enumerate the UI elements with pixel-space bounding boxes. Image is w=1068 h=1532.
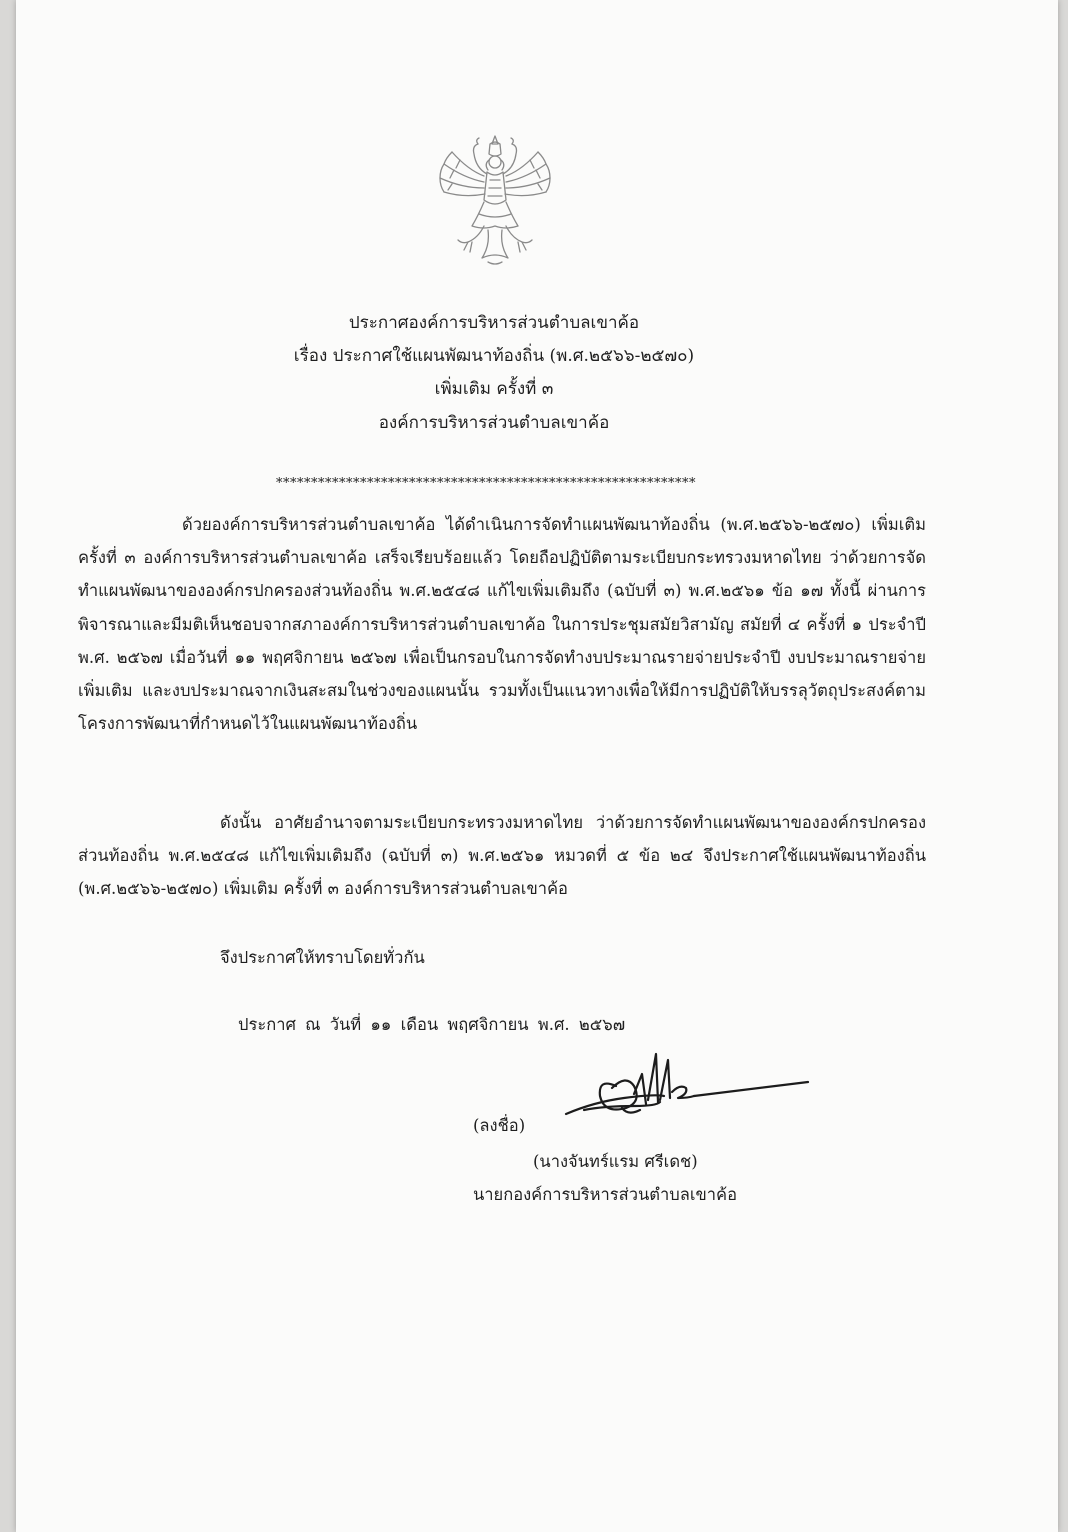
separator-line: ************************************************************ — [276, 476, 696, 491]
signatory-title: นายกองค์การบริหารส่วนตำบลเขาค้อ — [473, 1185, 737, 1204]
handwritten-signature — [564, 1048, 814, 1128]
header-subject: เรื่อง ประกาศใช้แผนพัฒนาท้องถิ่น (พ.ศ.๒๕๖๖-๒๕๗๐) — [293, 346, 695, 366]
header-line-1: ประกาศองค์การบริหารส่วนตำบลเขาค้อ — [348, 313, 640, 333]
signatory-name: (นางจันทร์แรม ศรีเดช) — [533, 1152, 698, 1171]
closing-statement: จึงประกาศให้ทราบโดยทั่วกัน — [220, 948, 425, 967]
garuda-emblem-icon — [432, 130, 558, 270]
body-paragraph-1: ด้วยองค์การบริหารส่วนตำบลเขาค้อ ได้ดำเนินการจัดทำแผนพัฒนาท้องถิ่น (พ.ศ.๒๕๖๖-๒๕๗๐) เพิ่มเติม ครั้งที่ ๓ องค์การบริหารส่วนตำบลเขาค้อ เสร็จเรียบร้อยแล้ว โดยถือปฏิบัติตามระเบียบกระทรวงมหาดไทย ว่าด้วยการจัดทำแผนพัฒนาขององค์กรปกครองส่วนท้องถิ่น พ.ศ.๒๕๔๘ แก้ไขเพิ่มเติมถึง (ฉบับที่ ๓) พ.ศ.๒๕๖๑ ข้อ ๑๗ ทั้งนี้ ผ่านการพิจารณาและมีมติเห็นชอบจากสภาองค์การบริหารส่วนตำบลเขาค้อ ในการประชุมสมัยวิสามัญ สมัยที่ ๔ ครั้งที่ ๑ ประจำปี พ.ศ. ๒๕๖๗ เมื่อวันที่ ๑๑ พฤศจิกายน ๒๕๖๗ เพื่อเป็นกรอบในการจัดทำงบประมาณรายจ่ายประจำปี งบประมาณรายจ่ายเพิ่มเติม และงบประมาณจากเงินสะสมในช่วงของแผนนั้น รวมทั้งเป็นแนวทางเพื่อให้มีการปฏิบัติให้บรรลุวัตถุประสงค์ตามโครงการพัฒนาที่กำหนดไว้ในแผนพัฒนาท้องถิ่น — [78, 515, 926, 734]
header-line-3: เพิ่มเติม ครั้งที่ ๓ — [434, 379, 554, 399]
body-paragraph-2: ดังนั้น อาศัยอำนาจตามระเบียบกระทรวงมหาดไทย ว่าด้วยการจัดทำแผนพัฒนาขององค์กรปกครองส่วนท้องถิ่น พ.ศ.๒๕๔๘ แก้ไขเพิ่มเติมถึง (ฉบับที่ ๓) พ.ศ.๒๕๖๑ หมวดที่ ๕ ข้อ ๒๔ จึงประกาศใช้แผนพัฒนาท้องถิ่น (พ.ศ.๒๕๖๖-๒๕๗๐) เพิ่มเติม ครั้งที่ ๓ องค์การบริหารส่วนตำบลเขาค้อ — [78, 813, 926, 899]
announcement-date: ประกาศ ณ วันที่ ๑๑ เดือน พฤศจิกายน พ.ศ. ๒๕๖๗ — [238, 1015, 626, 1034]
signature-label: (ลงชื่อ) — [473, 1116, 526, 1135]
header-organization: องค์การบริหารส่วนตำบลเขาค้อ — [378, 413, 610, 433]
